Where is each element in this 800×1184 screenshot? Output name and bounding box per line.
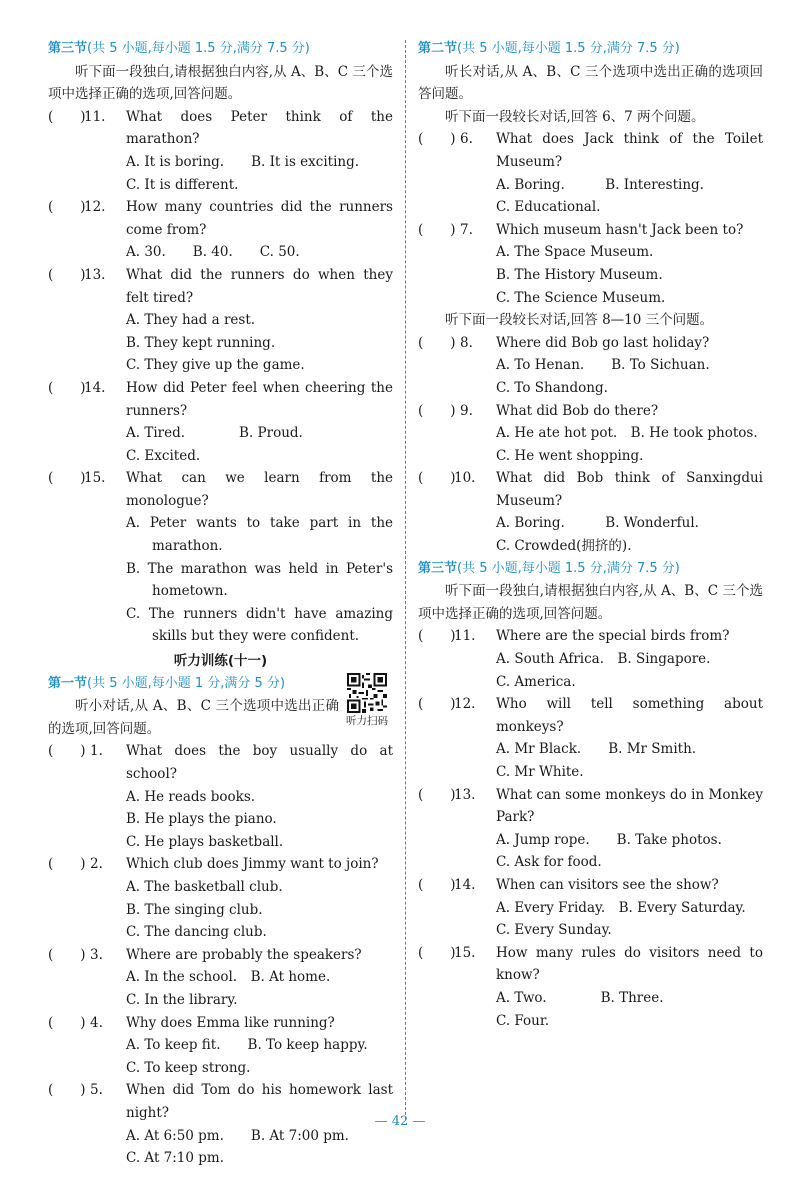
option-line: A. He ate hot pot. B. He took photos. (496, 425, 758, 442)
question-number: 11. (84, 108, 106, 125)
answer-blank[interactable]: ( ) (418, 628, 456, 645)
section-title: 第三节 (418, 560, 458, 576)
qr-code-block[interactable] (343, 673, 391, 728)
question-item (48, 740, 393, 785)
question-item (418, 942, 763, 987)
section-title: 第三节 (48, 41, 88, 56)
answer-blank[interactable]: ( ) (48, 946, 86, 963)
option-line: A. Boring. B. Wonderful. (496, 515, 699, 532)
question-item (418, 467, 763, 512)
option-line: A. 30. B. 40. C. 50. (126, 244, 300, 261)
question-text: What does Peter think of the marathon? (126, 108, 393, 148)
section-note: (共 5 小题,每小题 1.5 分,满分 7.5 分) (457, 560, 680, 576)
question-number: 12. (84, 199, 106, 216)
option-line: C. America. (496, 673, 576, 690)
section-subintro: 听下面一段较长对话,回答 6、7 两个问题。 (445, 108, 705, 125)
section-title: 第一节 (48, 675, 88, 691)
question-item (418, 625, 763, 648)
option-line: B. They kept running. (126, 334, 276, 351)
answer-blank[interactable]: ( ) (48, 856, 86, 873)
option-line: C. The dancing club. (126, 924, 267, 941)
answer-blank[interactable]: ( ) (418, 221, 456, 238)
question-text: What did Bob do there? (496, 402, 659, 419)
question-item (418, 693, 763, 738)
qr-caption: 听力扫码 (346, 714, 388, 727)
question-group (48, 106, 393, 468)
answer-blank[interactable]: ( ) (418, 876, 456, 893)
option-line: A. He reads books. (126, 788, 256, 805)
question-text: Where are probably the speakers? (126, 946, 362, 963)
question-text: How many rules do visitors need to know? (496, 944, 763, 984)
option-line: C. Ask for food. (496, 854, 602, 871)
option-line: A. They had a rest. (126, 312, 256, 329)
question-15 (48, 467, 393, 648)
question-item (48, 853, 393, 876)
question-number: 14. (454, 876, 476, 893)
option-line: A. Peter wants to take part in the marathon. (126, 515, 393, 555)
column-divider (405, 40, 406, 1120)
section-intro: 听长对话,从 A、B、C 三个选项中选出正确的选项回答问题。 (418, 63, 763, 103)
question-text: How did Peter feel when cheering the runners? (126, 379, 393, 419)
option-line: A. At 6:50 pm. B. At 7:00 pm. (126, 1127, 349, 1144)
question-text: What can we learn from the monologue? (126, 470, 393, 509)
section-title: 第二节 (418, 41, 458, 56)
question-text: What did the runners do when they felt tired? (126, 266, 393, 306)
option-line: C. Crowded(拥挤的). (496, 538, 632, 555)
question-number: 9. (460, 402, 473, 419)
question-item (418, 219, 763, 242)
option-line: A. In the school. B. At home. (126, 969, 331, 986)
answer-blank[interactable]: ( ) (418, 131, 456, 148)
option-line: C. In the library. (126, 991, 238, 1008)
question-text: Where did Bob go last holiday? (496, 334, 710, 351)
question-item (48, 467, 393, 512)
question-number: 5. (90, 1082, 103, 1099)
question-text: When did Tom do his homework last night? (126, 1082, 393, 1121)
answer-blank[interactable]: ( ) (418, 402, 456, 419)
option-line: A. To keep fit. B. To keep happy. (126, 1037, 368, 1054)
question-number: 4. (90, 1014, 103, 1031)
right-column (418, 38, 763, 1032)
question-item (48, 106, 393, 151)
section-note: (共 5 小题,每小题 1.5 分,满分 7.5 分) (87, 41, 310, 56)
question-text: When can visitors see the show? (496, 876, 719, 893)
option-line: C. To Shandong. (496, 379, 608, 396)
option-line: C. To keep strong. (126, 1059, 251, 1076)
answer-blank[interactable]: ( ) (48, 470, 86, 487)
question-number: 10. (454, 470, 476, 487)
option-line: C. He plays basketball. (126, 833, 284, 850)
question-number: 13. (454, 786, 476, 803)
option-line: C. Educational. (496, 199, 601, 216)
question-number: 15. (84, 470, 106, 487)
option-line: A. South Africa. B. Singapore. (496, 651, 711, 668)
option-line: B. The marathon was held in Peter's hometown. (126, 560, 393, 600)
question-group (48, 740, 393, 1169)
option-line: C. It is different. (126, 176, 239, 193)
question-item (48, 944, 393, 967)
option-line: B. The singing club. (126, 901, 263, 918)
option-line: A. Every Friday. B. Every Saturday. (496, 899, 746, 916)
question-item (48, 264, 393, 309)
option-line: C. He went shopping. (496, 447, 644, 464)
question-text: What does the boy usually do at school? (126, 743, 393, 782)
question-item (418, 128, 763, 173)
answer-blank[interactable]: ( ) (48, 266, 86, 283)
question-number: 1. (90, 743, 103, 760)
section-intro: 听下面一段独白,请根据独白内容,从 A、B、C 三个选项中选择正确的选项,回答问题。 (418, 583, 763, 622)
question-text: How many countries did the runners come from? (126, 199, 393, 238)
question-text: Where are the special birds from? (496, 628, 730, 645)
option-line: B. The History Museum. (496, 266, 663, 283)
question-item (418, 332, 763, 355)
question-group (418, 128, 763, 309)
answer-blank[interactable]: ( ) (418, 944, 456, 961)
question-number: 11. (454, 628, 476, 645)
section-note: (共 5 小题,每小题 1.5 分,满分 7.5 分) (457, 41, 680, 56)
unit-title: 听力训练(十一) (173, 653, 268, 670)
option-line: A. It is boring. B. It is exciting. (126, 153, 360, 170)
question-number: 8. (460, 334, 473, 351)
question-item (48, 1012, 393, 1035)
option-line: A. Tired. B. Proud. (126, 425, 303, 442)
option-line: C. Every Sunday. (496, 922, 612, 939)
option-line: C. At 7:10 pm. (126, 1150, 225, 1167)
section-intro: 听小对话,从 A、B、C 三个选项中选出正确的选项,回答问题。 (48, 698, 339, 737)
question-item (48, 196, 393, 241)
question-number: 3. (90, 946, 103, 963)
section-heading (418, 558, 763, 581)
option-line: A. Two. B. Three. (496, 989, 664, 1006)
option-line: C. The runners didn't have amazing skills but they were confident. (126, 605, 393, 645)
option-line: A. To Henan. B. To Sichuan. (496, 357, 710, 374)
section-heading (418, 38, 763, 61)
question-text: Which museum hasn't Jack been to? (496, 221, 744, 238)
option-line: A. Boring. B. Interesting. (496, 176, 704, 193)
question-number: 6. (460, 131, 473, 148)
question-text: Who will tell something about monkeys? (496, 696, 763, 735)
question-item (418, 784, 763, 829)
question-number: 12. (454, 696, 476, 713)
section-subintro: 听下面一段较长对话,回答 8—10 三个问题。 (445, 312, 714, 329)
question-text: What can some monkeys do in Monkey Park? (496, 786, 763, 826)
question-number: 15. (454, 944, 476, 961)
answer-blank[interactable]: ( ) (48, 743, 86, 760)
question-text: What does Jack think of the Toilet Museum? (496, 131, 763, 170)
option-line: A. The basketball club. (126, 878, 283, 895)
option-line: C. Excited. (126, 447, 201, 464)
option-line: C. They give up the game. (126, 357, 305, 374)
question-number: 14. (84, 379, 106, 396)
answer-blank[interactable]: ( ) (48, 199, 86, 216)
page-number: — 42 — (374, 1114, 426, 1129)
question-text: What did Bob think of Sanxingdui Museum? (496, 470, 763, 509)
question-number: 13. (84, 266, 106, 283)
question-group (418, 332, 763, 558)
answer-blank[interactable]: ( ) (418, 334, 456, 351)
option-line: C. Four. (496, 1012, 550, 1029)
question-number: 2. (90, 856, 103, 873)
question-group (418, 625, 763, 1032)
section-note: (共 5 小题,每小题 1 分,满分 5 分) (87, 675, 286, 691)
option-line: A. The Space Museum. (496, 244, 654, 261)
answer-blank[interactable]: ( ) (48, 379, 86, 396)
question-item (418, 400, 763, 423)
answer-blank[interactable]: ( ) (48, 1082, 86, 1099)
option-line: B. He plays the piano. (126, 811, 277, 828)
option-line: C. The Science Museum. (496, 289, 666, 306)
question-item (48, 377, 393, 422)
question-text: Why does Emma like running? (126, 1014, 335, 1031)
question-text: Which club does Jimmy want to join? (126, 856, 379, 873)
answer-blank[interactable]: ( ) (418, 696, 456, 713)
question-number: 7. (460, 221, 473, 238)
section-heading (48, 38, 393, 61)
answer-blank[interactable]: ( ) (418, 470, 456, 487)
answer-blank[interactable]: ( ) (48, 108, 86, 125)
section-heading (48, 673, 393, 696)
section-intro: 听下面一段独白,请根据独白内容,从 A、B、C 三个选项中选择正确的选项,回答问题。 (48, 63, 393, 103)
left-column (48, 38, 393, 1170)
option-line: C. Mr White. (496, 764, 584, 780)
answer-blank[interactable]: ( ) (48, 1014, 86, 1031)
question-item (418, 874, 763, 897)
option-line: A. Mr Black. B. Mr Smith. (496, 741, 697, 758)
answer-blank[interactable]: ( ) (418, 786, 456, 803)
qr-code-icon[interactable] (347, 673, 387, 713)
section-one-block (48, 673, 393, 741)
option-line: A. Jump rope. B. Take photos. (496, 831, 722, 848)
